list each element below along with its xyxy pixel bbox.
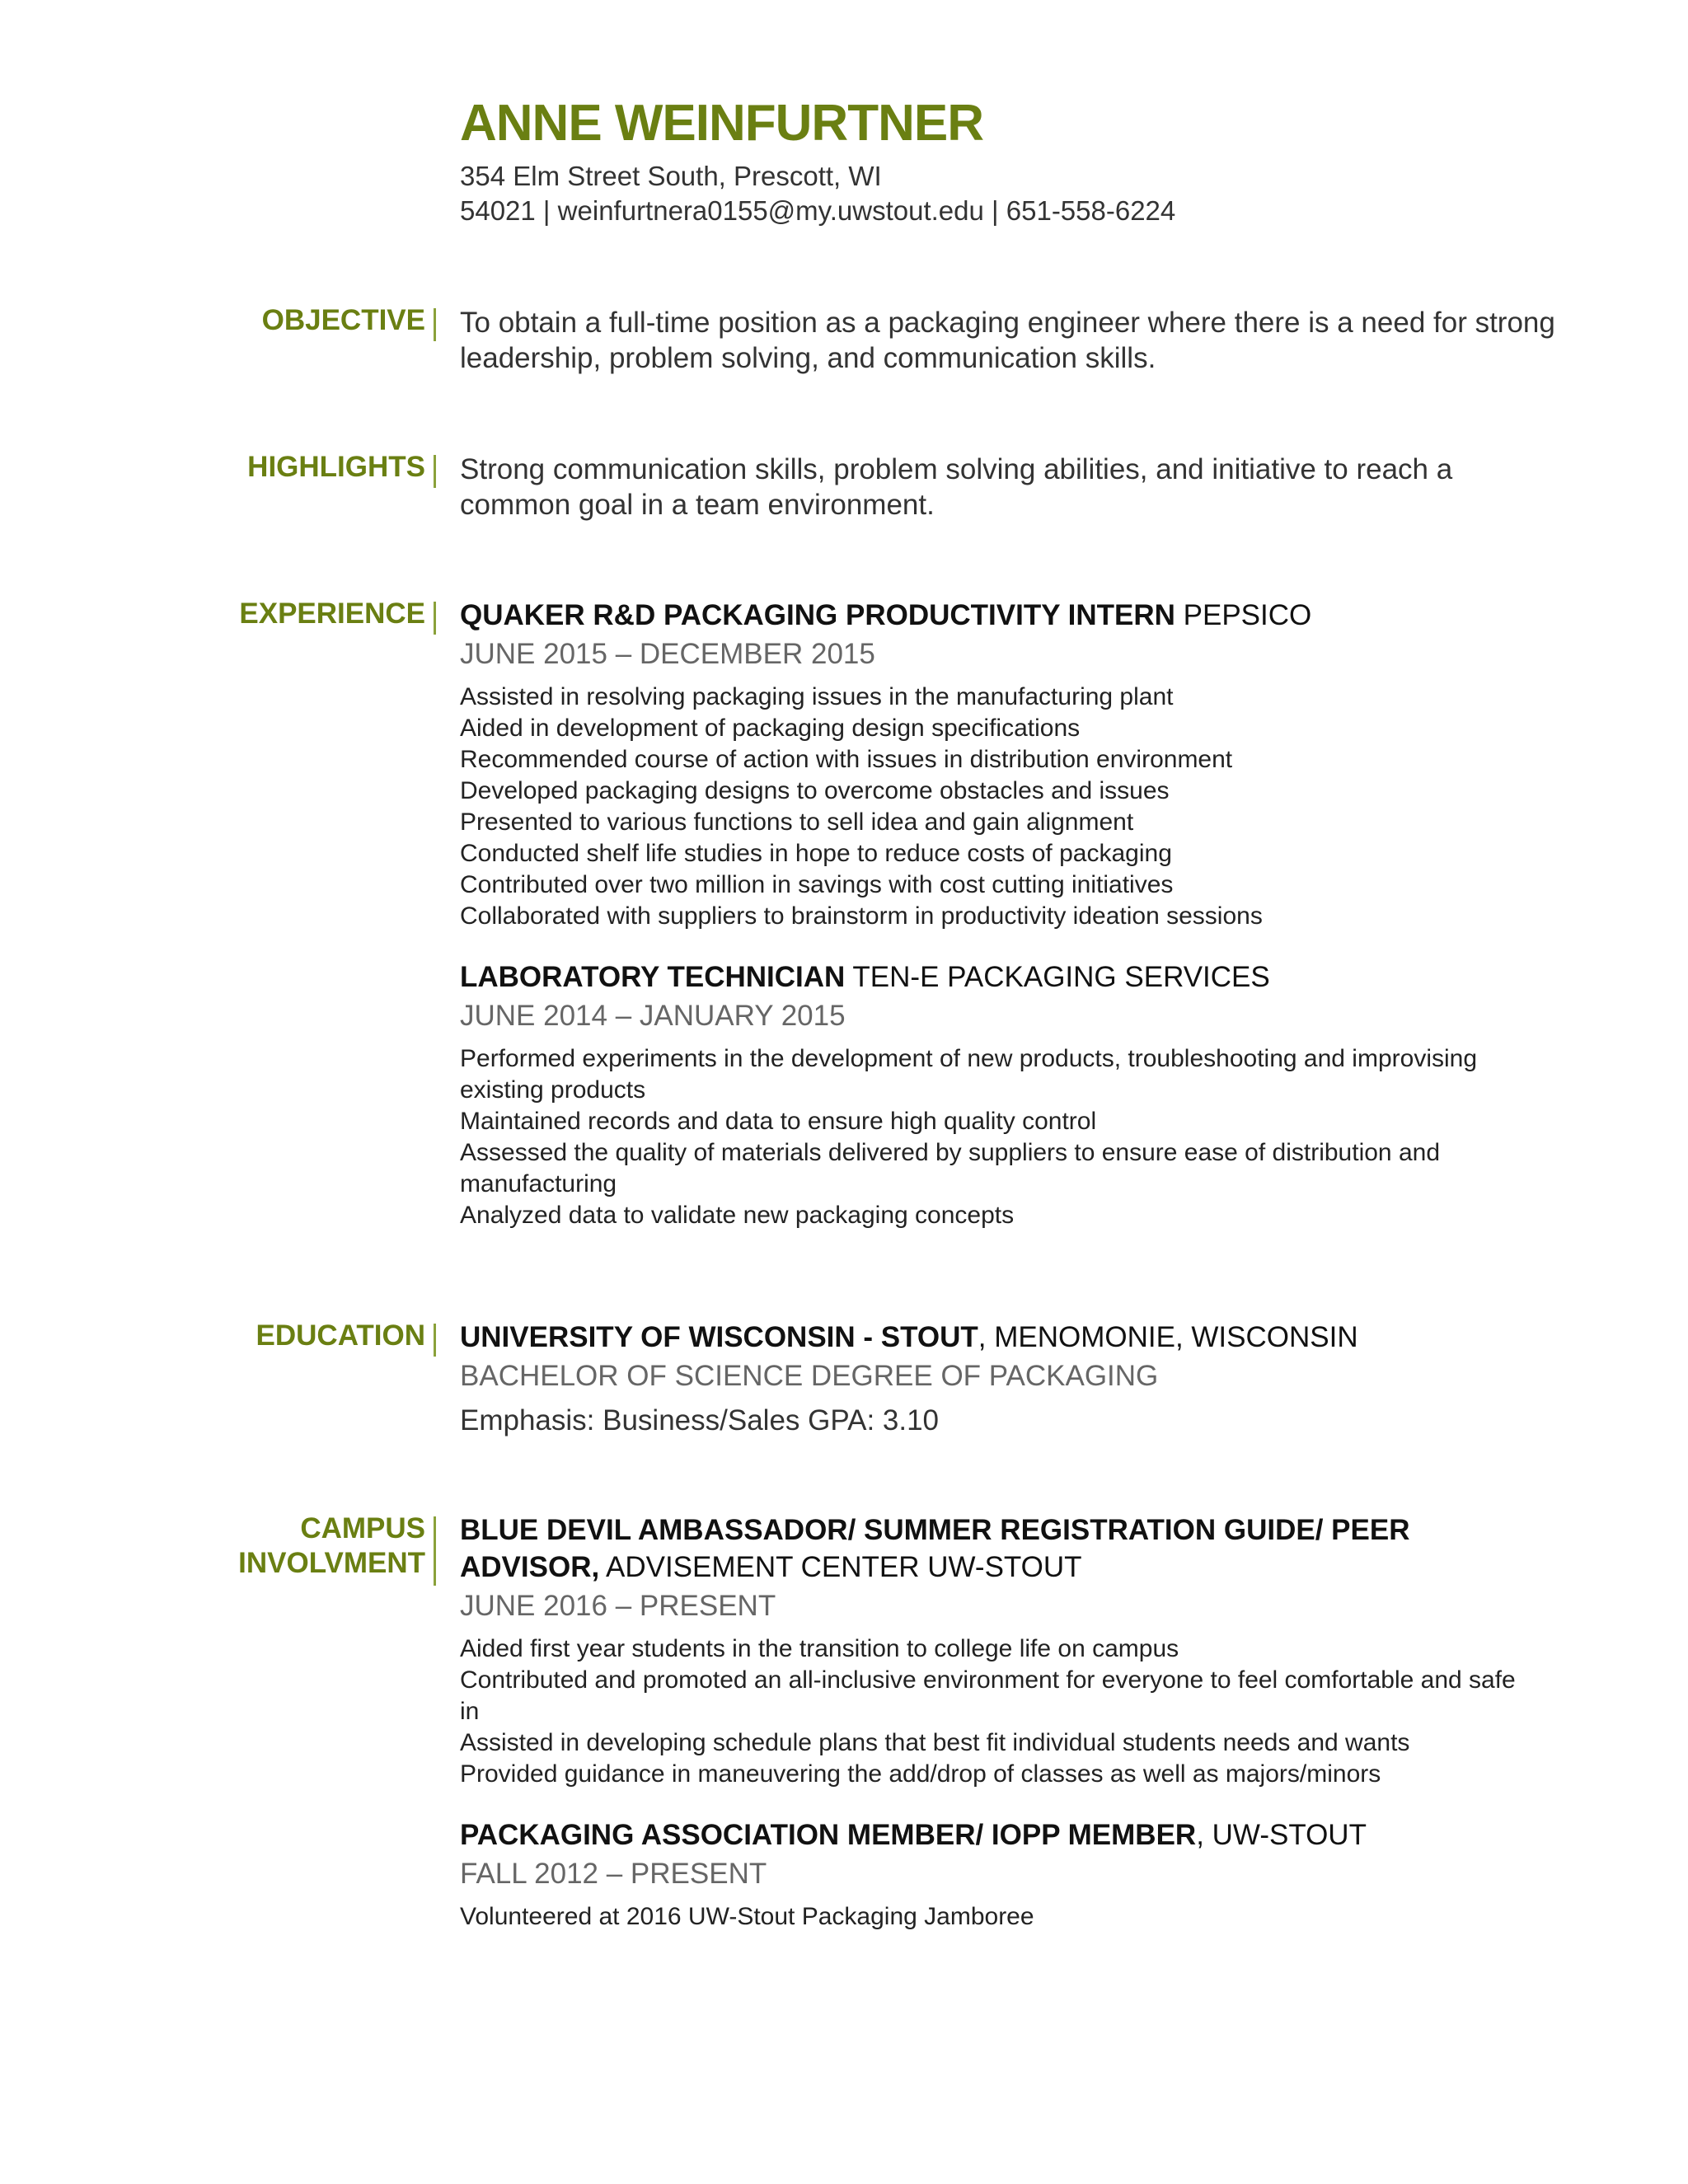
job-org: PEPSICO (1175, 599, 1312, 631)
role-title-line (460, 1511, 1531, 1586)
experience-divider (434, 602, 436, 635)
list-item: Assisted in resolving packaging issues in the manufacturing plant (460, 683, 1174, 710)
list-item: Volunteered at 2016 UW-Stout Packaging Jamboree (460, 1903, 1034, 1930)
campus-divider (434, 1516, 436, 1586)
school-location: , MENOMONIE, WISCONSIN (978, 1321, 1358, 1353)
list-item: Performed experiments in the development of new products, troubleshooting and improvising existing products (460, 1045, 1478, 1104)
role-title-line (460, 1816, 1531, 1854)
highlights-heading: HIGHLIGHTS (247, 451, 425, 483)
highlights-text: Strong communication skills, problem solving abilities, and initiative to reach a common goal in a team environment. (460, 453, 1453, 521)
school-line (460, 1319, 1556, 1356)
job-entry-pepsico (460, 597, 1556, 932)
job-dates: JUNE 2014 – JANUARY 2015 (460, 1000, 846, 1032)
list-item: Provided guidance in maneuvering the add/drop of classes as well as majors/minors (460, 1760, 1381, 1788)
education-details: Emphasis: Business/Sales GPA: 3.10 (460, 1404, 940, 1436)
list-item: Contributed and promoted an all-inclusive environment for everyone to feel comfortable and safe in (460, 1666, 1516, 1725)
list-item: Assessed the quality of materials delivered by suppliers to ensure ease of distribution and manufacturing (460, 1139, 1440, 1197)
job-entry-ten-e (460, 958, 1556, 1231)
role-title: BLUE DEVIL AMBASSADOR/ SUMMER REGISTRATION GUIDE/ PEER ADVISOR, (460, 1514, 1410, 1583)
objective-heading: OBJECTIVE (261, 304, 425, 336)
education-heading: EDUCATION (256, 1319, 425, 1352)
list-item: Recommended course of action with issues in distribution environment (460, 746, 1233, 773)
list-item: Aided in development of packaging design specifications (460, 715, 1081, 742)
role-org: , UW-STOUT (1196, 1819, 1367, 1851)
address-line: 354 Elm Street South, Prescott, WI (460, 161, 882, 191)
job-title-line (460, 597, 1556, 634)
education-divider (434, 1324, 436, 1357)
campus-role-packaging-association (460, 1816, 1531, 1933)
experience-section (460, 597, 1556, 1231)
job-title-line (460, 958, 1556, 996)
contact-line: 54021 | weinfurtnera0155@my.uwstout.edu | 651-558-6224 (460, 195, 1176, 226)
list-item: Collaborated with suppliers to brainstorm in productivity ideation sessions (460, 902, 1263, 930)
education-section (460, 1319, 1556, 1441)
school-name: UNIVERSITY OF WISCONSIN - STOUT (460, 1321, 978, 1353)
job-org: TEN-E PACKAGING SERVICES (845, 961, 1270, 993)
degree: BACHELOR OF SCIENCE DEGREE OF PACKAGING (460, 1360, 1159, 1392)
list-item: Conducted shelf life studies in hope to reduce costs of packaging (460, 840, 1172, 867)
role-title: PACKAGING ASSOCIATION MEMBER/ IOPP MEMBER (460, 1819, 1197, 1851)
list-item: Aided first year students in the transition to college life on campus (460, 1635, 1179, 1662)
job-dates: JUNE 2015 – DECEMBER 2015 (460, 638, 875, 670)
role-duties-list (460, 1633, 1531, 1790)
job-title: LABORATORY TECHNICIAN (460, 961, 846, 993)
campus-section (460, 1511, 1531, 1933)
role-dates: JUNE 2016 – PRESENT (460, 1590, 776, 1622)
campus-role-ambassador (460, 1511, 1531, 1790)
role-dates: FALL 2012 – PRESENT (460, 1858, 767, 1890)
job-duties-list (460, 1043, 1556, 1231)
list-item: Maintained records and data to ensure high quality control (460, 1108, 1097, 1135)
job-title: QUAKER R&D PACKAGING PRODUCTIVITY INTERN (460, 599, 1175, 631)
campus-heading (238, 1511, 425, 1581)
list-item: Contributed over two million in savings with cost cutting initiatives (460, 871, 1174, 898)
list-item: Analyzed data to validate new packaging concepts (460, 1202, 1015, 1229)
objective-text: To obtain a full-time position as a packaging engineer where there is a need for strong leadership, problem solving, and communication skills. (460, 307, 1555, 374)
role-org: ADVISEMENT CENTER UW-STOUT (599, 1551, 1082, 1583)
list-item: Assisted in developing schedule plans that best fit individual students needs and wants (460, 1729, 1410, 1756)
resume-name: ANNE WEINFURTNER (460, 95, 983, 152)
highlights-divider (434, 455, 436, 488)
role-duties-list (460, 1901, 1531, 1933)
objective-divider (434, 308, 436, 341)
job-duties-list (460, 682, 1556, 932)
objective-section (460, 305, 1556, 376)
list-item: Presented to various functions to sell idea and gain alignment (460, 808, 1134, 836)
campus-heading-line2: INVOLVMENT (238, 1547, 425, 1579)
experience-heading: EXPERIENCE (239, 598, 425, 630)
list-item: Developed packaging designs to overcome obstacles and issues (460, 777, 1170, 804)
highlights-section (460, 452, 1556, 523)
campus-heading-line1: CAMPUS (300, 1512, 425, 1544)
